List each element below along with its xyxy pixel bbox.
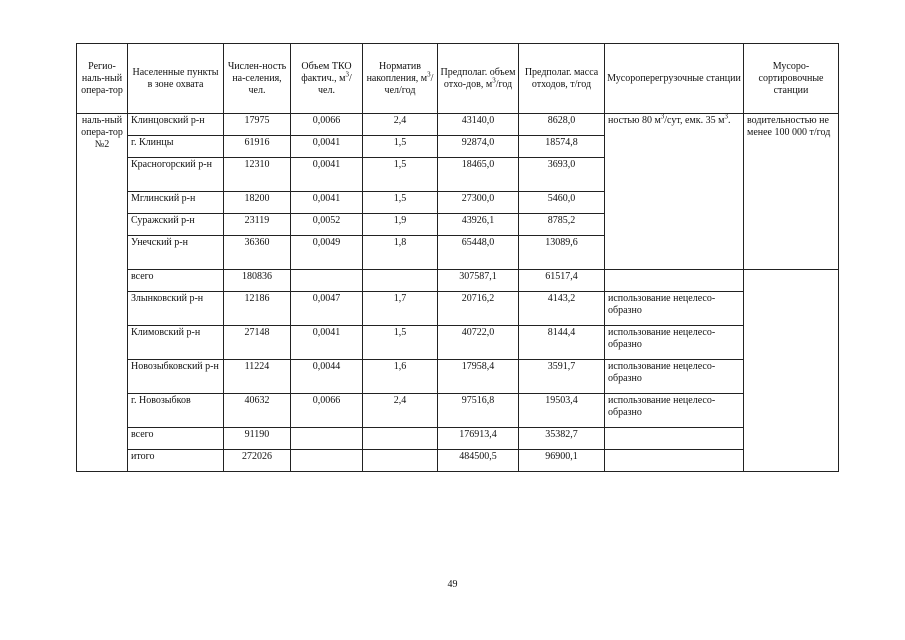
expected-mass-cell: 3693,0 bbox=[519, 158, 605, 192]
volume-cell: 0,0052 bbox=[291, 214, 363, 236]
settlement-name: г. Клинцы bbox=[128, 136, 224, 158]
volume-cell bbox=[291, 270, 363, 292]
table-row bbox=[77, 292, 839, 326]
page-number: 49 bbox=[447, 579, 458, 590]
norm-cell: 1,9 bbox=[363, 214, 438, 236]
population-cell: 27148 bbox=[224, 326, 291, 360]
settlement-name: Суражский р-н bbox=[128, 214, 224, 236]
settlement-name: Клинцовский р-н bbox=[128, 114, 224, 136]
expected-volume-cell: 176913,4 bbox=[438, 428, 519, 450]
expected-volume-cell: 40722,0 bbox=[438, 326, 519, 360]
volume-cell bbox=[291, 450, 363, 472]
table-row bbox=[77, 394, 839, 428]
waste-data-table bbox=[76, 43, 839, 472]
population-cell: 180836 bbox=[224, 270, 291, 292]
transfer-station-cell bbox=[605, 428, 744, 450]
settlement-name: г. Новозыбков bbox=[128, 394, 224, 428]
table-row bbox=[77, 114, 839, 136]
norm-cell: 2,4 bbox=[363, 394, 438, 428]
population-cell: 17975 bbox=[224, 114, 291, 136]
expected-mass-cell: 35382,7 bbox=[519, 428, 605, 450]
population-cell: 36360 bbox=[224, 236, 291, 270]
volume-cell: 0,0044 bbox=[291, 360, 363, 394]
norm-cell: 1,5 bbox=[363, 192, 438, 214]
volume-cell: 0,0066 bbox=[291, 114, 363, 136]
settlement-name: Мглинский р-н bbox=[128, 192, 224, 214]
norm-cell: 1,6 bbox=[363, 360, 438, 394]
norm-cell: 1,5 bbox=[363, 136, 438, 158]
header-tko-volume: Объем ТКО фактич., $м^3$/чел. bbox=[291, 44, 363, 114]
transfer-station-cell bbox=[605, 450, 744, 472]
expected-volume-cell: 97516,8 bbox=[438, 394, 519, 428]
table-row bbox=[77, 360, 839, 394]
expected-mass-cell: 8144,4 bbox=[519, 326, 605, 360]
population-cell: 12186 bbox=[224, 292, 291, 326]
expected-volume-cell: 65448,0 bbox=[438, 236, 519, 270]
subtotal-row bbox=[77, 428, 839, 450]
volume-cell bbox=[291, 428, 363, 450]
expected-volume-cell: 92874,0 bbox=[438, 136, 519, 158]
norm-cell: 1,8 bbox=[363, 236, 438, 270]
transfer-station-cell bbox=[605, 270, 744, 292]
transfer-station-cell: использование нецелесо-образно bbox=[605, 394, 744, 428]
transfer-station-cell: использование нецелесо-образно bbox=[605, 326, 744, 360]
expected-mass-cell: 96900,1 bbox=[519, 450, 605, 472]
volume-cell: 0,0041 bbox=[291, 158, 363, 192]
expected-volume-cell: 20716,2 bbox=[438, 292, 519, 326]
total-row bbox=[77, 450, 839, 472]
volume-cell: 0,0041 bbox=[291, 326, 363, 360]
norm-cell bbox=[363, 428, 438, 450]
population-cell: 40632 bbox=[224, 394, 291, 428]
transfer-station-note: ностью 80 $м^3$/сут, емк. 35 $м^3$. bbox=[605, 114, 744, 270]
norm-cell: 2,4 bbox=[363, 114, 438, 136]
settlement-name: всего bbox=[128, 428, 224, 450]
header-norm: Норматив накопления, $м^3/чел$/год bbox=[363, 44, 438, 114]
expected-volume-cell: 484500,5 bbox=[438, 450, 519, 472]
expected-volume-cell: 18465,0 bbox=[438, 158, 519, 192]
header-settlements: Населенные пункты в зоне охвата bbox=[128, 44, 224, 114]
settlement-name: Злынковский р-н bbox=[128, 292, 224, 326]
expected-mass-cell: 8628,0 bbox=[519, 114, 605, 136]
header-expected-mass: Предполаг. масса отходов, т/год bbox=[519, 44, 605, 114]
norm-cell bbox=[363, 270, 438, 292]
expected-volume-cell: 27300,0 bbox=[438, 192, 519, 214]
population-cell: 12310 bbox=[224, 158, 291, 192]
volume-cell: 0,0041 bbox=[291, 192, 363, 214]
header-operator: Регио-наль-ный опера-тор bbox=[77, 44, 128, 114]
header-transfer-stations: Мусороперегрузочные станции bbox=[605, 44, 744, 114]
expected-mass-cell: 5460,0 bbox=[519, 192, 605, 214]
expected-mass-cell: 19503,4 bbox=[519, 394, 605, 428]
table-row bbox=[77, 326, 839, 360]
expected-mass-cell: 13089,6 bbox=[519, 236, 605, 270]
header-sorting-stations: Мусоро-сортировочные станции bbox=[744, 44, 839, 114]
population-cell: 11224 bbox=[224, 360, 291, 394]
expected-mass-cell: 4143,2 bbox=[519, 292, 605, 326]
expected-volume-cell: 43926,1 bbox=[438, 214, 519, 236]
expected-mass-cell: 8785,2 bbox=[519, 214, 605, 236]
table-header-row bbox=[77, 44, 839, 114]
settlement-name: всего bbox=[128, 270, 224, 292]
transfer-station-cell: использование нецелесо-образно bbox=[605, 292, 744, 326]
norm-cell bbox=[363, 450, 438, 472]
sorting-station-note: водительностью не менее 100 000 т/год bbox=[744, 114, 839, 270]
operator-cell: наль-ный опера-тор №2 bbox=[77, 114, 128, 472]
settlement-name: Новозыбковский р-н bbox=[128, 360, 224, 394]
population-cell: 91190 bbox=[224, 428, 291, 450]
volume-cell: 0,0041 bbox=[291, 136, 363, 158]
expected-mass-cell: 18574,8 bbox=[519, 136, 605, 158]
expected-mass-cell: 3591,7 bbox=[519, 360, 605, 394]
norm-cell: 1,7 bbox=[363, 292, 438, 326]
settlement-name: Унечский р-н bbox=[128, 236, 224, 270]
norm-cell: 1,5 bbox=[363, 326, 438, 360]
settlement-name: Красногорский р-н bbox=[128, 158, 224, 192]
settlement-name: Климовский р-н bbox=[128, 326, 224, 360]
population-cell: 272026 bbox=[224, 450, 291, 472]
volume-cell: 0,0049 bbox=[291, 236, 363, 270]
subtotal-row bbox=[77, 270, 839, 292]
settlement-name: итого bbox=[128, 450, 224, 472]
volume-cell: 0,0066 bbox=[291, 394, 363, 428]
expected-mass-cell: 61517,4 bbox=[519, 270, 605, 292]
norm-cell: 1,5 bbox=[363, 158, 438, 192]
population-cell: 61916 bbox=[224, 136, 291, 158]
volume-cell: 0,0047 bbox=[291, 292, 363, 326]
header-expected-volume: Предполаг. объем отхо-дов, $м^3$/год bbox=[438, 44, 519, 114]
header-population: Числен-ность на-селения, чел. bbox=[224, 44, 291, 114]
transfer-station-cell: использование нецелесо-образно bbox=[605, 360, 744, 394]
sorting-station-cell bbox=[744, 270, 839, 472]
population-cell: 18200 bbox=[224, 192, 291, 214]
population-cell: 23119 bbox=[224, 214, 291, 236]
expected-volume-cell: 17958,4 bbox=[438, 360, 519, 394]
expected-volume-cell: 43140,0 bbox=[438, 114, 519, 136]
expected-volume-cell: 307587,1 bbox=[438, 270, 519, 292]
